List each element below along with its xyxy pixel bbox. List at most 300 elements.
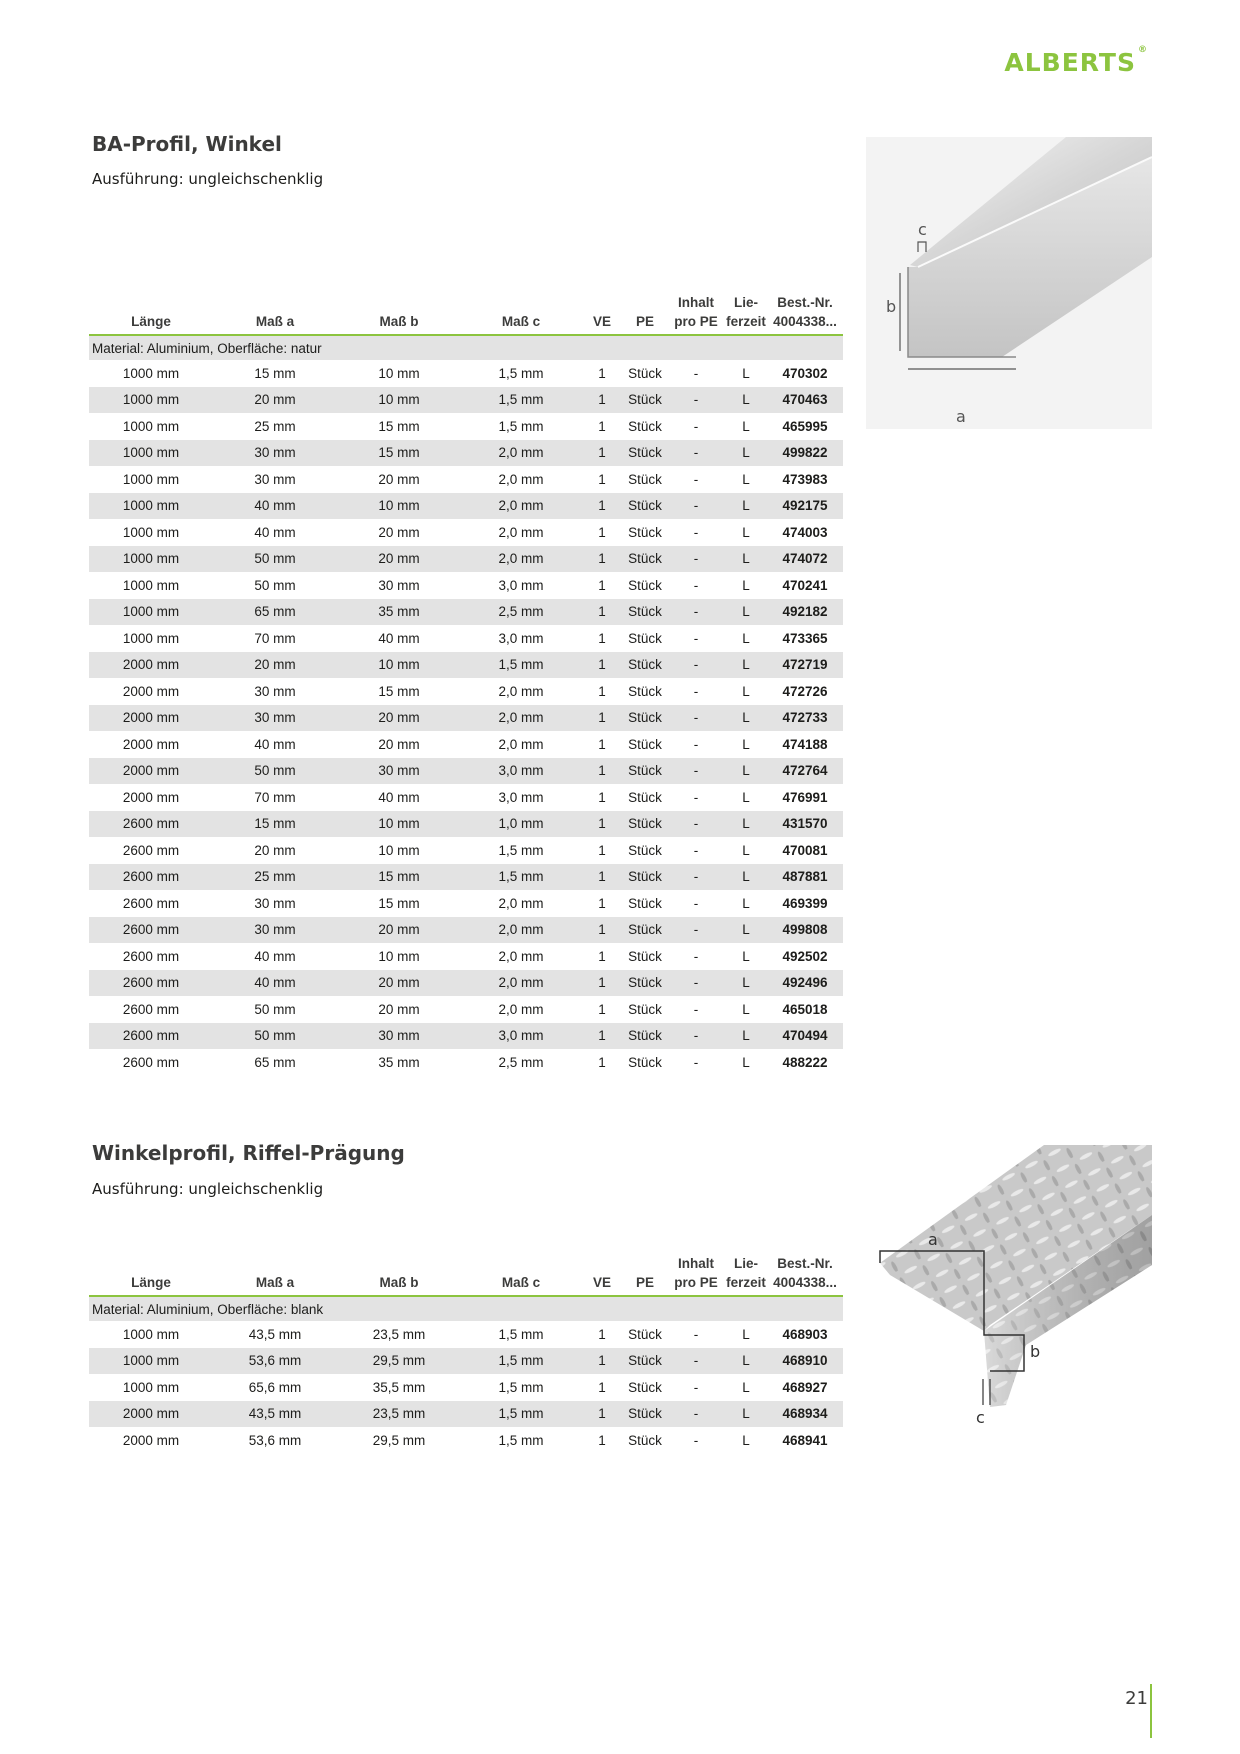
cell-length: 1000 mm bbox=[122, 577, 180, 593]
cell-dim-a: 53,6 mm bbox=[248, 1432, 302, 1448]
cell-pe: Stück bbox=[623, 493, 667, 520]
cell-delivery-time: L bbox=[725, 705, 767, 732]
cell-content-per-pe: - bbox=[693, 1326, 699, 1342]
cell-ve: 1 bbox=[581, 811, 623, 838]
brand-name: ALBERTS bbox=[1004, 48, 1136, 77]
cell-ve: 1 bbox=[598, 524, 606, 540]
cell-ve: 1 bbox=[581, 440, 623, 467]
cell-length: 2600 mm bbox=[122, 895, 180, 911]
col-dim-c: Maß c bbox=[461, 1254, 581, 1296]
cell-dim-a: 15 mm bbox=[254, 365, 296, 381]
cell-dim-a: 40 mm bbox=[254, 736, 296, 752]
cell-dim-b: 35 mm bbox=[337, 599, 461, 626]
cell-content-per-pe: - bbox=[693, 471, 699, 487]
cell-ve: 1 bbox=[581, 864, 623, 891]
table-row bbox=[89, 440, 843, 467]
cell-pe: Stück bbox=[628, 418, 662, 434]
col-content-per-pe: Inhalt pro PE bbox=[667, 293, 725, 335]
cell-dim-c: 1,5 mm bbox=[498, 418, 544, 434]
cell-pe: Stück bbox=[623, 1348, 667, 1375]
cell-delivery-time: L bbox=[725, 546, 767, 573]
cell-length: 1000 mm bbox=[122, 524, 180, 540]
cell-dim-b: 10 mm bbox=[337, 493, 461, 520]
cell-dim-c: 3,0 mm bbox=[461, 758, 581, 785]
cell-delivery-time: L bbox=[742, 418, 750, 434]
cell-dim-a: 70 mm bbox=[254, 630, 296, 646]
cell-dim-c: 2,0 mm bbox=[461, 546, 581, 573]
cell-order-number: 473983 bbox=[782, 471, 828, 487]
table-row bbox=[89, 546, 843, 573]
cell-dim-b: 10 mm bbox=[337, 387, 461, 414]
cell-ve: 1 bbox=[581, 599, 623, 626]
cell-length: 1000 mm bbox=[122, 630, 180, 646]
cell-content-per-pe: - bbox=[693, 842, 699, 858]
cell-pe: Stück bbox=[628, 630, 662, 646]
cell-dim-b: 23,5 mm bbox=[372, 1326, 426, 1342]
cell-pe: Stück bbox=[628, 577, 662, 593]
checker-plate-drawing bbox=[866, 1145, 1152, 1435]
cell-dim-b: 10 mm bbox=[337, 811, 461, 838]
cell-delivery-time: L bbox=[742, 524, 750, 540]
cell-ve: 1 bbox=[581, 546, 623, 573]
cell-pe: Stück bbox=[628, 842, 662, 858]
cell-dim-b: 20 mm bbox=[337, 705, 461, 732]
cell-pe: Stück bbox=[628, 736, 662, 752]
cell-delivery-time: L bbox=[725, 811, 767, 838]
cell-delivery-time: L bbox=[742, 630, 750, 646]
cell-order-number: 468910 bbox=[767, 1348, 843, 1375]
dim-b-label: b bbox=[886, 297, 897, 316]
cell-dim-b: 20 mm bbox=[378, 524, 420, 540]
cell-delivery-time: L bbox=[742, 683, 750, 699]
table-row bbox=[89, 387, 843, 414]
cell-dim-a: 20 mm bbox=[213, 652, 337, 679]
cell-order-number: 465995 bbox=[782, 418, 828, 434]
cell-content-per-pe: - bbox=[667, 705, 725, 732]
cell-order-number: 468934 bbox=[767, 1401, 843, 1428]
col-dim-a: Maß a bbox=[213, 293, 337, 335]
table-row bbox=[89, 811, 843, 838]
table-row bbox=[89, 837, 843, 864]
cell-ve: 1 bbox=[598, 577, 606, 593]
cell-dim-b: 15 mm bbox=[378, 895, 420, 911]
cell-pe: Stück bbox=[628, 948, 662, 964]
cell-pe: Stück bbox=[628, 895, 662, 911]
cell-pe: Stück bbox=[628, 471, 662, 487]
cell-pe: Stück bbox=[623, 758, 667, 785]
cell-dim-c: 2,0 mm bbox=[461, 440, 581, 467]
product-table-riffel bbox=[89, 1254, 843, 1454]
cell-length: 1000 mm bbox=[122, 471, 180, 487]
section-title: BA-Profil, Winkel bbox=[92, 132, 282, 156]
cell-ve: 1 bbox=[581, 387, 623, 414]
cell-dim-b: 15 mm bbox=[337, 440, 461, 467]
cell-order-number: 492496 bbox=[767, 970, 843, 997]
table-row bbox=[89, 599, 843, 626]
cell-order-number: 431570 bbox=[767, 811, 843, 838]
cell-dim-a: 65 mm bbox=[254, 1054, 296, 1070]
cell-ve: 1 bbox=[598, 1001, 606, 1017]
cell-delivery-time: L bbox=[725, 864, 767, 891]
cell-content-per-pe: - bbox=[667, 811, 725, 838]
cell-delivery-time: L bbox=[725, 758, 767, 785]
cell-delivery-time: L bbox=[742, 1432, 750, 1448]
cell-dim-a: 50 mm bbox=[254, 577, 296, 593]
cell-length: 1000 mm bbox=[122, 1379, 180, 1395]
table-row bbox=[89, 970, 843, 997]
cell-ve: 1 bbox=[581, 1348, 623, 1375]
cell-dim-b: 15 mm bbox=[378, 683, 420, 699]
cell-dim-a: 25 mm bbox=[213, 864, 337, 891]
cell-content-per-pe: - bbox=[667, 1023, 725, 1050]
cell-dim-a: 30 mm bbox=[213, 440, 337, 467]
cell-content-per-pe: - bbox=[667, 599, 725, 626]
table-row bbox=[89, 519, 843, 546]
cell-dim-c: 2,0 mm bbox=[461, 917, 581, 944]
cell-dim-a: 70 mm bbox=[254, 789, 296, 805]
cell-dim-b: 10 mm bbox=[378, 365, 420, 381]
cell-delivery-time: L bbox=[725, 1023, 767, 1050]
cell-content-per-pe: - bbox=[667, 652, 725, 679]
cell-content-per-pe: - bbox=[667, 440, 725, 467]
cell-ve: 1 bbox=[598, 842, 606, 858]
cell-order-number: 474072 bbox=[767, 546, 843, 573]
cell-length: 2600 mm bbox=[89, 1023, 213, 1050]
cell-pe: Stück bbox=[623, 546, 667, 573]
cell-order-number: 470302 bbox=[782, 365, 828, 381]
cell-dim-c: 2,0 mm bbox=[498, 683, 544, 699]
cell-length: 2000 mm bbox=[122, 789, 180, 805]
cell-ve: 1 bbox=[598, 948, 606, 964]
cell-dim-b: 15 mm bbox=[378, 418, 420, 434]
cell-pe: Stück bbox=[623, 1401, 667, 1428]
cell-dim-c: 2,5 mm bbox=[498, 1054, 544, 1070]
cell-dim-b: 29,5 mm bbox=[337, 1348, 461, 1375]
cell-content-per-pe: - bbox=[693, 524, 699, 540]
material-row bbox=[89, 1296, 843, 1321]
col-dim-a: Maß a bbox=[213, 1254, 337, 1296]
cell-length: 1000 mm bbox=[89, 1348, 213, 1375]
section-title: Winkelprofil, Riffel-Prägung bbox=[92, 1141, 405, 1165]
cell-delivery-time: L bbox=[725, 440, 767, 467]
cell-dim-a: 43,5 mm bbox=[213, 1401, 337, 1428]
cell-length: 2000 mm bbox=[89, 652, 213, 679]
product-table-ba-profil bbox=[89, 293, 843, 1076]
material-label: Material: Aluminium, Oberfläche: natur bbox=[89, 335, 843, 360]
cell-pe: Stück bbox=[623, 705, 667, 732]
cell-dim-a: 65,6 mm bbox=[248, 1379, 302, 1395]
cell-dim-b: 30 mm bbox=[378, 577, 420, 593]
cell-order-number: 499822 bbox=[767, 440, 843, 467]
table-row bbox=[89, 678, 843, 705]
cell-dim-b: 20 mm bbox=[337, 546, 461, 573]
cell-content-per-pe: - bbox=[693, 736, 699, 752]
cell-dim-b: 20 mm bbox=[337, 917, 461, 944]
cell-dim-c: 2,0 mm bbox=[461, 705, 581, 732]
table-row bbox=[89, 1401, 843, 1428]
cell-ve: 1 bbox=[598, 1326, 606, 1342]
cell-order-number: 476991 bbox=[782, 789, 828, 805]
table-row bbox=[89, 1348, 843, 1375]
cell-delivery-time: L bbox=[742, 577, 750, 593]
page-number-bar bbox=[1150, 1684, 1152, 1738]
cell-ve: 1 bbox=[581, 1401, 623, 1428]
cell-length: 2000 mm bbox=[89, 758, 213, 785]
table-row bbox=[89, 996, 843, 1023]
cell-dim-b: 20 mm bbox=[378, 471, 420, 487]
cell-content-per-pe: - bbox=[693, 418, 699, 434]
cell-length: 2600 mm bbox=[89, 917, 213, 944]
angle-profile-image bbox=[866, 137, 1152, 429]
cell-pe: Stück bbox=[628, 1326, 662, 1342]
cell-dim-a: 20 mm bbox=[254, 842, 296, 858]
dim-a-label: a bbox=[956, 407, 966, 426]
cell-order-number: 470081 bbox=[782, 842, 828, 858]
cell-order-number: 474188 bbox=[782, 736, 828, 752]
cell-order-number: 470494 bbox=[767, 1023, 843, 1050]
cell-pe: Stück bbox=[623, 811, 667, 838]
cell-dim-a: 15 mm bbox=[213, 811, 337, 838]
cell-content-per-pe: - bbox=[667, 1348, 725, 1375]
cell-ve: 1 bbox=[581, 493, 623, 520]
page-number: 21 bbox=[1125, 1688, 1148, 1709]
cell-dim-a: 30 mm bbox=[254, 895, 296, 911]
table-row bbox=[89, 917, 843, 944]
cell-dim-b: 35 mm bbox=[378, 1054, 420, 1070]
cell-delivery-time: L bbox=[725, 599, 767, 626]
cell-dim-a: 30 mm bbox=[213, 917, 337, 944]
cell-ve: 1 bbox=[598, 1054, 606, 1070]
registered-mark: ® bbox=[1138, 44, 1148, 55]
cell-dim-c: 3,0 mm bbox=[461, 1023, 581, 1050]
cell-dim-a: 30 mm bbox=[254, 683, 296, 699]
cell-order-number: 470463 bbox=[767, 387, 843, 414]
cell-dim-c: 2,5 mm bbox=[461, 599, 581, 626]
cell-content-per-pe: - bbox=[693, 577, 699, 593]
cell-length: 2600 mm bbox=[122, 1001, 180, 1017]
cell-order-number: 474003 bbox=[782, 524, 828, 540]
cell-pe: Stück bbox=[628, 683, 662, 699]
cell-dim-a: 53,6 mm bbox=[213, 1348, 337, 1375]
table-row bbox=[89, 758, 843, 785]
cell-ve: 1 bbox=[598, 418, 606, 434]
cell-order-number: 488222 bbox=[782, 1054, 828, 1070]
col-dim-b: Maß b bbox=[337, 1254, 461, 1296]
cell-dim-b: 23,5 mm bbox=[337, 1401, 461, 1428]
cell-length: 1000 mm bbox=[122, 1326, 180, 1342]
table-body bbox=[89, 1296, 843, 1454]
checker-plate-profile-image bbox=[866, 1145, 1152, 1435]
cell-dim-b: 40 mm bbox=[378, 630, 420, 646]
cell-ve: 1 bbox=[598, 1432, 606, 1448]
cell-length: 2600 mm bbox=[89, 970, 213, 997]
col-dim-c: Maß c bbox=[461, 293, 581, 335]
col-content-per-pe: Inhalt pro PE bbox=[667, 1254, 725, 1296]
cell-delivery-time: L bbox=[725, 1401, 767, 1428]
cell-pe: Stück bbox=[623, 440, 667, 467]
cell-order-number: 473365 bbox=[782, 630, 828, 646]
cell-delivery-time: L bbox=[725, 1348, 767, 1375]
dim-c-label: c bbox=[976, 1408, 985, 1427]
cell-pe: Stück bbox=[628, 1379, 662, 1395]
col-pe: PE bbox=[623, 1254, 667, 1296]
cell-length: 1000 mm bbox=[89, 440, 213, 467]
cell-delivery-time: L bbox=[742, 789, 750, 805]
cell-dim-c: 1,5 mm bbox=[498, 1432, 544, 1448]
cell-content-per-pe: - bbox=[693, 1432, 699, 1448]
cell-dim-b: 20 mm bbox=[337, 970, 461, 997]
cell-content-per-pe: - bbox=[693, 895, 699, 911]
cell-order-number: 469399 bbox=[782, 895, 828, 911]
cell-order-number: 487881 bbox=[767, 864, 843, 891]
cell-delivery-time: L bbox=[725, 387, 767, 414]
table-row bbox=[89, 625, 843, 652]
cell-length: 2600 mm bbox=[122, 1054, 180, 1070]
material-label: Material: Aluminium, Oberfläche: blank bbox=[89, 1296, 843, 1321]
col-ve: VE bbox=[581, 293, 623, 335]
cell-dim-b: 20 mm bbox=[378, 736, 420, 752]
cell-dim-c: 2,0 mm bbox=[498, 471, 544, 487]
cell-ve: 1 bbox=[598, 630, 606, 646]
cell-dim-c: 3,0 mm bbox=[498, 577, 544, 593]
cell-length: 1000 mm bbox=[89, 546, 213, 573]
cell-pe: Stück bbox=[623, 864, 667, 891]
cell-dim-a: 40 mm bbox=[213, 970, 337, 997]
col-delivery-time: Lie- ferzeit bbox=[725, 293, 767, 335]
cell-order-number: 468941 bbox=[782, 1432, 828, 1448]
cell-dim-b: 40 mm bbox=[378, 789, 420, 805]
cell-ve: 1 bbox=[581, 705, 623, 732]
cell-dim-a: 20 mm bbox=[213, 387, 337, 414]
cell-dim-c: 1,5 mm bbox=[498, 1326, 544, 1342]
cell-dim-b: 35,5 mm bbox=[372, 1379, 426, 1395]
cell-order-number: 492502 bbox=[782, 948, 828, 964]
cell-dim-c: 2,0 mm bbox=[461, 493, 581, 520]
col-dim-b: Maß b bbox=[337, 293, 461, 335]
cell-ve: 1 bbox=[598, 736, 606, 752]
cell-content-per-pe: - bbox=[667, 758, 725, 785]
cell-dim-b: 10 mm bbox=[378, 948, 420, 964]
cell-content-per-pe: - bbox=[667, 917, 725, 944]
cell-ve: 1 bbox=[581, 758, 623, 785]
cell-dim-c: 2,0 mm bbox=[498, 1001, 544, 1017]
dim-a-label: a bbox=[928, 1230, 938, 1249]
cell-length: 2000 mm bbox=[122, 1432, 180, 1448]
cell-dim-c: 1,0 mm bbox=[461, 811, 581, 838]
cell-content-per-pe: - bbox=[667, 864, 725, 891]
cell-pe: Stück bbox=[623, 599, 667, 626]
cell-ve: 1 bbox=[598, 471, 606, 487]
table-row bbox=[89, 572, 843, 599]
cell-content-per-pe: - bbox=[693, 365, 699, 381]
cell-pe: Stück bbox=[628, 1054, 662, 1070]
cell-pe: Stück bbox=[623, 387, 667, 414]
cell-delivery-time: L bbox=[725, 652, 767, 679]
cell-pe: Stück bbox=[623, 652, 667, 679]
cell-dim-a: 50 mm bbox=[213, 758, 337, 785]
col-length: Länge bbox=[89, 1254, 213, 1296]
cell-length: 2000 mm bbox=[89, 705, 213, 732]
cell-dim-c: 1,5 mm bbox=[461, 864, 581, 891]
cell-content-per-pe: - bbox=[693, 683, 699, 699]
cell-delivery-time: L bbox=[742, 1054, 750, 1070]
cell-dim-b: 20 mm bbox=[378, 1001, 420, 1017]
cell-delivery-time: L bbox=[742, 948, 750, 964]
cell-content-per-pe: - bbox=[667, 493, 725, 520]
cell-ve: 1 bbox=[581, 652, 623, 679]
cell-pe: Stück bbox=[628, 1432, 662, 1448]
cell-order-number: 472733 bbox=[767, 705, 843, 732]
cell-pe: Stück bbox=[628, 524, 662, 540]
cell-dim-c: 2,0 mm bbox=[498, 895, 544, 911]
cell-ve: 1 bbox=[598, 365, 606, 381]
cell-content-per-pe: - bbox=[693, 948, 699, 964]
cell-dim-c: 1,5 mm bbox=[498, 365, 544, 381]
cell-dim-a: 50 mm bbox=[254, 1001, 296, 1017]
cell-dim-b: 15 mm bbox=[337, 864, 461, 891]
table-row bbox=[89, 1427, 843, 1454]
cell-delivery-time: L bbox=[742, 471, 750, 487]
cell-dim-c: 1,5 mm bbox=[461, 1348, 581, 1375]
cell-dim-b: 10 mm bbox=[378, 842, 420, 858]
cell-content-per-pe: - bbox=[667, 387, 725, 414]
table-header-row bbox=[89, 293, 843, 335]
table-row bbox=[89, 943, 843, 970]
table-row bbox=[89, 705, 843, 732]
cell-content-per-pe: - bbox=[693, 1379, 699, 1395]
cell-pe: Stück bbox=[628, 365, 662, 381]
table-row bbox=[89, 360, 843, 387]
cell-pe: Stück bbox=[623, 917, 667, 944]
cell-delivery-time: L bbox=[725, 493, 767, 520]
cell-content-per-pe: - bbox=[667, 1401, 725, 1428]
cell-order-number: 468903 bbox=[782, 1326, 828, 1342]
col-length: Länge bbox=[89, 293, 213, 335]
cell-dim-c: 1,5 mm bbox=[498, 1379, 544, 1395]
cell-length: 1000 mm bbox=[122, 418, 180, 434]
cell-dim-a: 40 mm bbox=[213, 493, 337, 520]
cell-order-number: 468927 bbox=[782, 1379, 828, 1395]
dim-b-label: b bbox=[1030, 1342, 1041, 1361]
cell-dim-c: 1,5 mm bbox=[461, 1401, 581, 1428]
cell-length: 1000 mm bbox=[89, 387, 213, 414]
cell-dim-a: 40 mm bbox=[254, 948, 296, 964]
cell-delivery-time: L bbox=[742, 365, 750, 381]
cell-length: 2000 mm bbox=[89, 1401, 213, 1428]
cell-dim-c: 3,0 mm bbox=[498, 789, 544, 805]
cell-dim-a: 65 mm bbox=[213, 599, 337, 626]
table-row bbox=[89, 413, 843, 440]
section-subtitle: Ausführung: ungleichschenklig bbox=[92, 170, 324, 188]
col-order-number: Best.-Nr. 4004338... bbox=[767, 293, 843, 335]
col-ve: VE bbox=[581, 1254, 623, 1296]
cell-order-number: 492175 bbox=[767, 493, 843, 520]
table-row bbox=[89, 1023, 843, 1050]
cell-length: 2600 mm bbox=[122, 948, 180, 964]
col-order-number: Best.-Nr. 4004338... bbox=[767, 1254, 843, 1296]
cell-dim-c: 1,5 mm bbox=[498, 842, 544, 858]
table-row bbox=[89, 466, 843, 493]
cell-dim-b: 30 mm bbox=[337, 758, 461, 785]
cell-length: 1000 mm bbox=[89, 599, 213, 626]
brand-logo bbox=[1004, 44, 1148, 77]
cell-order-number: 470241 bbox=[782, 577, 828, 593]
table-row bbox=[89, 1374, 843, 1401]
table-header-row bbox=[89, 1254, 843, 1296]
cell-length: 1000 mm bbox=[122, 365, 180, 381]
cell-dim-a: 50 mm bbox=[213, 546, 337, 573]
cell-delivery-time: L bbox=[725, 970, 767, 997]
